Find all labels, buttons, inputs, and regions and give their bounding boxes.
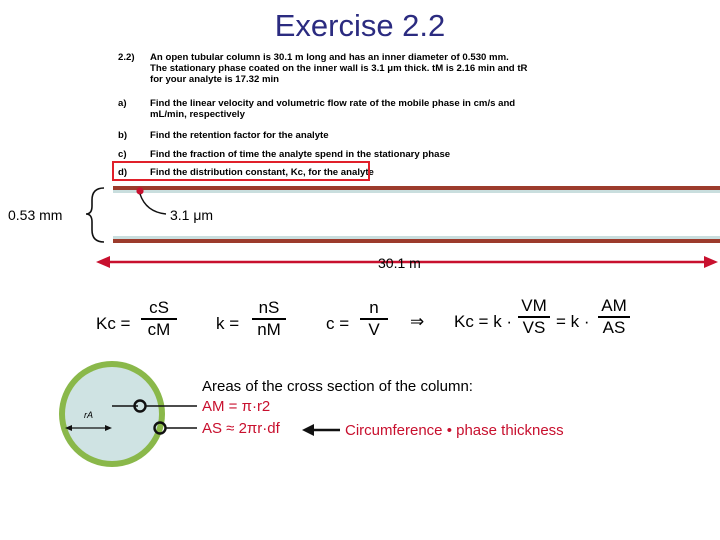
kc2-denominator: VS xyxy=(522,317,546,337)
note-arrow xyxy=(302,424,340,436)
circumference-note: Circumference • phase thickness xyxy=(345,422,564,439)
k-eq-lhs: k = xyxy=(216,314,240,333)
question-number: 2.2) xyxy=(118,52,135,63)
kc-numerator: cS xyxy=(149,298,169,317)
part-c-line-1: Find the fraction of time the analyte spend in the stationary phase xyxy=(150,149,451,160)
kc2-numerator: VM xyxy=(521,296,547,315)
c-eq-lhs: c = xyxy=(326,314,350,333)
kc2-eq-lhs: Kc = k · xyxy=(454,312,513,331)
intro-line-3: for your analyte is 17.32 min xyxy=(150,74,280,85)
kc3-numerator: AM xyxy=(601,296,627,315)
k-numerator: nS xyxy=(258,298,280,317)
diameter-brace xyxy=(86,188,104,242)
part-c-label: c) xyxy=(118,149,127,160)
part-d-line-1: Find the distribution constant, Kc, for the analyte xyxy=(150,167,374,178)
c-numerator: n xyxy=(369,298,379,317)
part-b-line-1: Find the retention factor for the analyte xyxy=(150,130,329,141)
kc3-denominator: AS xyxy=(602,317,626,337)
kc3-eq-lhs: = k · xyxy=(556,312,590,331)
c-denominator: V xyxy=(368,319,380,339)
k-denominator: nM xyxy=(257,319,281,339)
kc2-fraction xyxy=(518,296,550,338)
area-mobile-formula: AM = π·r2 xyxy=(202,398,271,415)
area-stationary-formula: AS ≈ 2πr·df xyxy=(202,420,280,437)
implies-symbol: ⇒ xyxy=(410,312,425,331)
k-fraction xyxy=(252,298,286,340)
kc3-fraction xyxy=(598,296,630,338)
page-title: Exercise 2.2 xyxy=(274,8,446,43)
length-label: 30.1 m xyxy=(378,255,421,271)
radius-label: rA xyxy=(84,410,93,420)
part-b-label: b) xyxy=(118,130,128,141)
kc-denominator: cM xyxy=(147,319,171,339)
intro-line-1: An open tubular column is 30.1 m long and has an inner diameter of 0.530 mm. xyxy=(150,52,509,63)
part-a-line-2: mL/min, respectively xyxy=(150,109,245,120)
film-pointer-dot xyxy=(136,187,143,194)
film-pointer-line xyxy=(140,194,166,214)
part-a-label: a) xyxy=(118,98,127,109)
film-thickness-label: 3.1 μm xyxy=(170,207,214,223)
c-fraction xyxy=(360,298,388,340)
intro-line-2: The stationary phase coated on the inner wall is 3.1 μm thick. tM is 2.16 min and tR xyxy=(150,63,528,74)
kc-fraction xyxy=(141,298,177,340)
part-a-line-1: Find the linear velocity and volumetric flow rate of the mobile phase in cm/s and xyxy=(150,98,516,109)
areas-heading: Areas of the cross section of the column: xyxy=(202,378,473,395)
kc-eq-lhs: Kc = xyxy=(96,314,131,333)
diameter-label: 0.53 mm xyxy=(8,207,63,223)
part-d-label: d) xyxy=(118,167,128,178)
cross-section xyxy=(59,361,165,467)
